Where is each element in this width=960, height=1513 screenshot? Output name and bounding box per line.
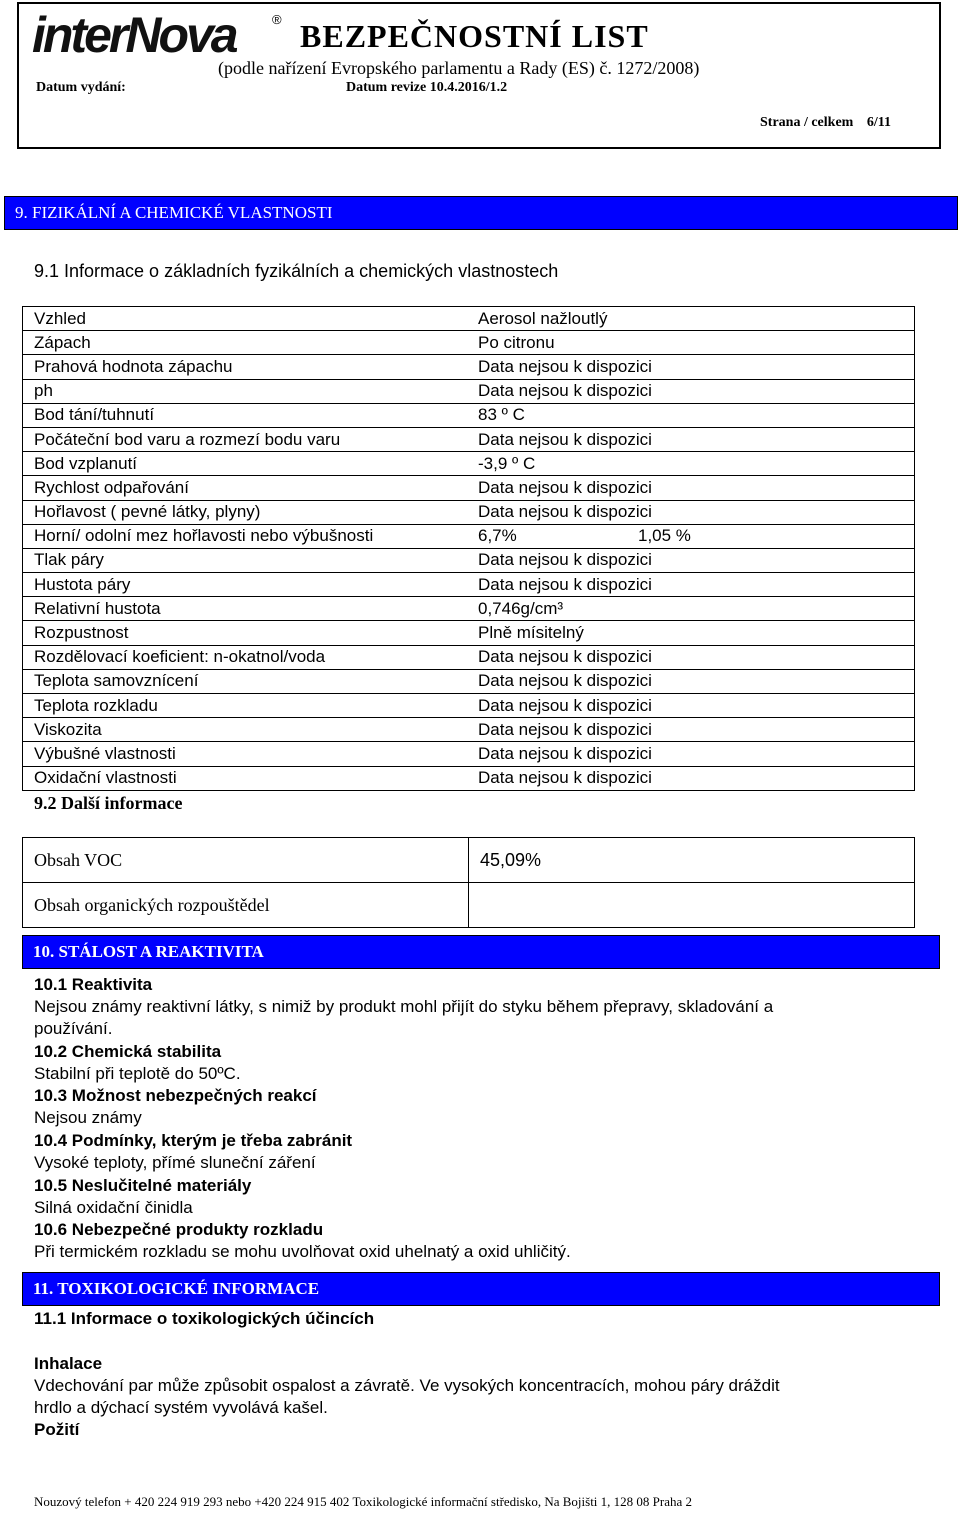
property-value: Data nejsou k dispozici	[467, 355, 915, 379]
table-row	[23, 645, 915, 669]
properties-table	[22, 306, 915, 791]
section-10-3-title: 10.3 Možnost nebezpečných reakcí	[34, 1086, 317, 1105]
property-value: Po citronu	[467, 331, 915, 355]
page-counter-label: Strana / celkem	[760, 115, 854, 130]
other-value: 45,09%	[469, 838, 915, 883]
property-name: Teplota rozkladu	[23, 694, 468, 718]
ingestion-title: Požití	[34, 1420, 80, 1439]
table-row	[23, 355, 915, 379]
footer-emergency-contact: Nouzový telefon + 420 224 919 293 nebo +420 224 915 402 Toxikologické informační středisko, Na Bojišti 1, 128 08 Praha 2	[34, 1494, 693, 1509]
inhalation-title: Inhalace	[34, 1354, 103, 1373]
table-row	[23, 379, 915, 403]
other-name: Obsah VOC	[23, 838, 469, 883]
table-row	[23, 766, 915, 790]
property-value: Data nejsou k dispozici	[467, 742, 915, 766]
property-name: Relativní hustota	[23, 597, 468, 621]
inhalation-text-cont: hrdlo a dýchací systém vyvolává kašel.	[34, 1398, 328, 1417]
section-10-5-text: Silná oxidační činidla	[34, 1198, 193, 1217]
table-row	[23, 742, 915, 766]
section-10-header: 10. STÁLOST A REAKTIVITA	[22, 935, 940, 969]
table-row	[23, 573, 915, 597]
property-name: Hořlavost ( pevné látky, plyny)	[23, 500, 468, 524]
section-11-header: 11. TOXIKOLOGICKÉ INFORMACE	[22, 1272, 940, 1306]
registered-mark: ®	[272, 12, 282, 27]
property-name: Výbušné vlastnosti	[23, 742, 468, 766]
section-10-6-title: 10.6 Nebezpečné produkty rozkladu	[34, 1220, 324, 1239]
property-value: 83 º C	[467, 403, 915, 427]
table-row	[23, 548, 915, 572]
revision-date-label: Datum revize 10.4.2016/1.2	[346, 80, 508, 95]
section-9-1-title: 9.1 Informace o základních fyzikálních a chemických vlastnostech	[34, 261, 559, 281]
property-name: Počáteční bod varu a rozmezí bodu varu	[23, 427, 468, 451]
section-10-1-title: 10.1 Reaktivita	[34, 975, 153, 994]
table-row	[23, 331, 915, 355]
property-name: Tlak páry	[23, 548, 468, 572]
property-name: Bod vzplanutí	[23, 452, 468, 476]
section-9-header: 9. FIZIKÁLNÍ A CHEMICKÉ VLASTNOSTI	[4, 196, 958, 230]
property-name: Oxidační vlastnosti	[23, 766, 468, 790]
property-name: ph	[23, 379, 468, 403]
property-value-upper: 6,7%	[478, 526, 517, 546]
property-value: Data nejsou k dispozici	[467, 573, 915, 597]
property-value	[467, 524, 915, 548]
property-value: Data nejsou k dispozici	[467, 694, 915, 718]
section-11-1-title: 11.1 Informace o toxikologických účincích	[34, 1309, 375, 1328]
section-10-2-title: 10.2 Chemická stabilita	[34, 1042, 222, 1061]
property-name: Teplota samovznícení	[23, 669, 468, 693]
property-value: Data nejsou k dispozici	[467, 669, 915, 693]
property-value: Data nejsou k dispozici	[467, 379, 915, 403]
property-value: Data nejsou k dispozici	[467, 548, 915, 572]
document-title: BEZPEČNOSTNÍ LIST	[300, 18, 649, 54]
table-row	[23, 883, 915, 928]
property-name: Rozdělovací koeficient: n-okatnol/voda	[23, 645, 468, 669]
table-row	[23, 838, 915, 883]
table-row	[23, 307, 915, 331]
company-logo	[32, 7, 282, 64]
property-value: -3,9 º C	[467, 452, 915, 476]
table-row	[23, 403, 915, 427]
section-10-5-title: 10.5 Neslučitelné materiály	[34, 1176, 252, 1195]
section-10-1-text: Nejsou známy reaktivní látky, s nimiž by produkt mohl přijít do styku během přepravy, skladování a	[34, 997, 774, 1016]
other-info-table	[22, 837, 915, 928]
property-name: Vzhled	[34, 308, 86, 328]
property-name: Rozpustnost	[23, 621, 468, 645]
issue-date-label: Datum vydání:	[36, 80, 126, 95]
section-9-2-title: 9.2 Další informace	[34, 793, 183, 813]
table-row	[23, 718, 915, 742]
section-10-2-text: Stabilní při teplotě do 50ºC.	[34, 1064, 241, 1083]
section-10-1-text-cont: používání.	[34, 1019, 113, 1038]
property-value: Data nejsou k dispozici	[467, 427, 915, 451]
property-value: Data nejsou k dispozici	[467, 645, 915, 669]
property-value: Aerosol nažloutlý	[478, 308, 608, 328]
section-10-6-text: Při termickém rozkladu se mohu uvolňovat oxid uhelnatý a oxid uhličitý.	[34, 1242, 571, 1261]
table-row	[23, 621, 915, 645]
property-value: Data nejsou k dispozici	[467, 766, 915, 790]
property-value: Plně mísitelný	[467, 621, 915, 645]
page-counter-value: 6/11	[866, 115, 891, 130]
property-name: Horní/ odolní mez hořlavosti nebo výbušnosti	[23, 524, 468, 548]
property-value: Data nejsou k dispozici	[467, 476, 915, 500]
property-value: Data nejsou k dispozici	[467, 718, 915, 742]
page-counter	[760, 115, 891, 131]
table-row	[23, 427, 915, 451]
inhalation-text: Vdechování par může způsobit ospalost a závratě. Ve vysokých koncentracích, mohou páry dráždit	[34, 1376, 780, 1395]
property-name: Bod tání/tuhnutí	[23, 403, 468, 427]
property-value-lower: 1,05 %	[638, 526, 691, 546]
property-name: Zápach	[23, 331, 468, 355]
property-name: Viskozita	[23, 718, 468, 742]
table-row	[23, 524, 915, 548]
section-10-4-title: 10.4 Podmínky, kterým je třeba zabránit	[34, 1131, 353, 1150]
section-10-4-text: Vysoké teploty, přímé sluneční záření	[34, 1153, 316, 1172]
other-name: Obsah organických rozpouštědel	[23, 883, 469, 928]
table-row	[23, 669, 915, 693]
property-name: Prahová hodnota zápachu	[23, 355, 468, 379]
logo-text: interNova	[32, 7, 236, 63]
table-row	[23, 597, 915, 621]
property-name: Hustota páry	[23, 573, 468, 597]
table-row	[23, 694, 915, 718]
property-name: Rychlost odpařování	[23, 476, 468, 500]
other-value	[469, 883, 915, 928]
table-row	[23, 500, 915, 524]
section-10-3-text: Nejsou známy	[34, 1108, 142, 1127]
table-row	[23, 476, 915, 500]
document-subtitle: (podle nařízení Evropského parlamentu a Rady (ES) č. 1272/2008)	[218, 58, 700, 78]
table-row	[23, 452, 915, 476]
property-value: Data nejsou k dispozici	[467, 500, 915, 524]
property-value: 0,746g/cm³	[467, 597, 915, 621]
